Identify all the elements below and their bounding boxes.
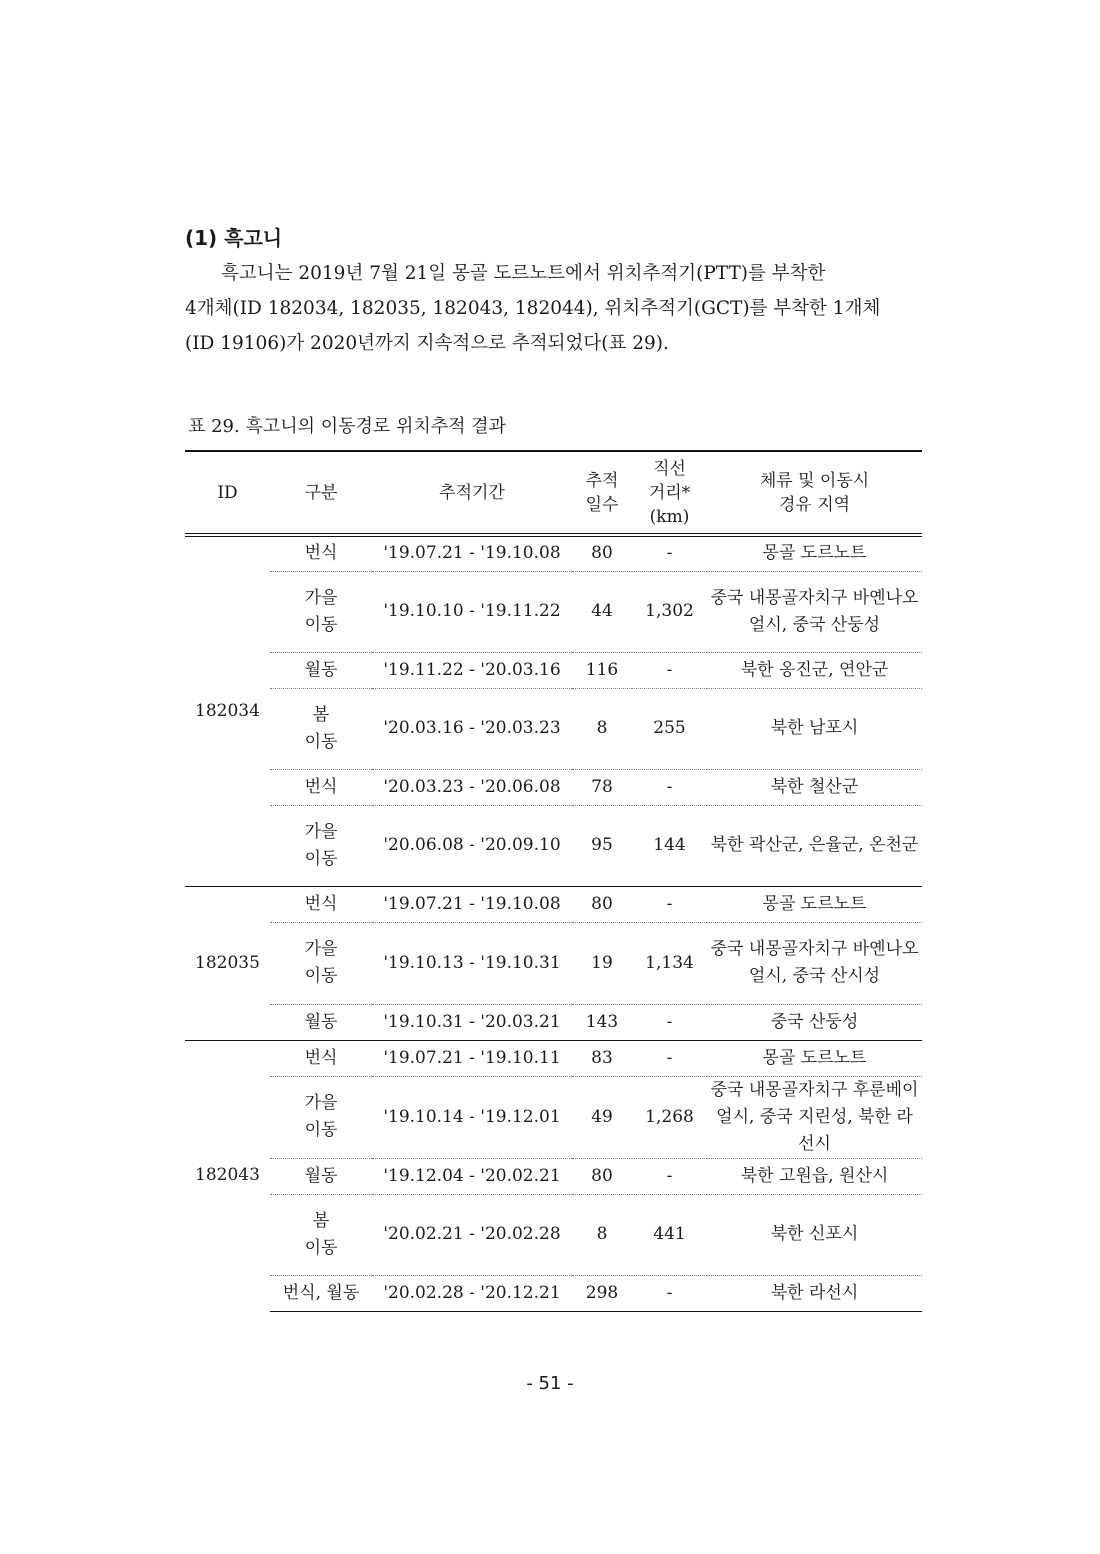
category-cell: [270, 571, 372, 652]
header-distance: [632, 451, 707, 535]
section-heading: (1) 흑고니: [185, 226, 283, 250]
distance-cell: -: [632, 769, 707, 805]
header-distance-line-3: (km): [649, 506, 690, 527]
category-cell: [270, 805, 372, 886]
days-cell: 95: [572, 805, 632, 886]
period-cell: '19.07.21 - '19.10.08: [372, 886, 572, 922]
header-id: ID: [185, 451, 270, 535]
category-cell: 월동: [270, 652, 372, 688]
distance-cell: 1,268: [632, 1076, 707, 1158]
days-cell: 80: [591, 543, 613, 564]
area-cell: 중국 산둥성: [707, 1004, 922, 1040]
header-days: [572, 451, 632, 535]
period-cell: '20.06.08 - '20.09.10: [372, 805, 572, 886]
id-cell: 182035: [185, 886, 270, 1040]
days-cell: 298: [572, 1275, 632, 1311]
intro-paragraph: [185, 256, 920, 361]
period-cell: '19.07.21 - '19.10.08: [383, 543, 561, 564]
days-cell: 80: [572, 886, 632, 922]
days-cell: 19: [572, 922, 632, 1004]
category-cell: [270, 1194, 372, 1275]
area-cell: 몽골 도르노트: [707, 1040, 922, 1076]
table-row: [185, 1275, 922, 1311]
table-row: [185, 1004, 922, 1040]
paragraph-line-3: (ID 19106)가 2020년까지 지속적으로 추적되었다(표 29).: [185, 333, 669, 354]
table-row: [185, 688, 922, 769]
category-line-1: 봄: [312, 704, 330, 725]
category-cell: 월동: [270, 1004, 372, 1040]
area-cell: 중국 내몽골자치구 바옌나오얼시, 중국 산둥성: [707, 571, 922, 652]
area-cell: 북한 곽산군, 은율군, 온천군: [707, 805, 922, 886]
distance-cell: -: [632, 1158, 707, 1194]
header-distance-line-2: 거리*: [648, 482, 691, 503]
period-cell: '19.12.04 - '20.02.21: [372, 1158, 572, 1194]
table-row: [185, 571, 922, 652]
category-cell: [270, 688, 372, 769]
category-line-1: 가을: [304, 587, 338, 608]
period-cell: '19.10.10 - '19.11.22: [372, 571, 572, 652]
category-line-1: 봄: [312, 1210, 330, 1231]
table-row: [185, 1194, 922, 1275]
area-cell: 북한 고원읍, 원산시: [707, 1158, 922, 1194]
days-cell: 8: [572, 688, 632, 769]
category-line-2: 이동: [304, 614, 338, 635]
paragraph-line-1: 흑고니는 2019년 7월 21일 몽골 도르노트에서 위치추적기(PTT)를 부착한: [221, 263, 826, 284]
days-cell: 78: [572, 769, 632, 805]
header-period: 추적기간: [372, 451, 572, 535]
distance-cell: -: [666, 543, 673, 564]
days-cell: 83: [572, 1040, 632, 1076]
header-area-line-1: 체류 및 이동시: [759, 470, 870, 491]
area-cell: 몽골 도르노트: [762, 543, 867, 564]
days-cell: 80: [572, 1158, 632, 1194]
period-cell: '19.07.21 - '19.10.11: [372, 1040, 572, 1076]
area-cell: 북한 라선시: [707, 1275, 922, 1311]
table-row: [185, 535, 922, 571]
category-line-2: 이동: [304, 848, 338, 869]
distance-cell: -: [632, 1040, 707, 1076]
distance-cell: 144: [632, 805, 707, 886]
category-line-2: 이동: [304, 966, 338, 986]
area-cell: 북한 신포시: [707, 1194, 922, 1275]
id-cell: 182034: [195, 700, 260, 721]
period-cell: '20.03.16 - '20.03.23: [372, 688, 572, 769]
distance-cell: -: [632, 1004, 707, 1040]
header-days-line-1: 추적: [585, 470, 619, 491]
distance-cell: 255: [632, 688, 707, 769]
days-cell: 49: [572, 1076, 632, 1158]
category-cell: 번식: [270, 1040, 372, 1076]
area-cell: 중국 내몽골자치구 바옌나오얼시, 중국 산시성: [707, 922, 922, 1004]
distance-cell: -: [632, 652, 707, 688]
table-row: [185, 1158, 922, 1194]
distance-cell: 1,134: [632, 922, 707, 1004]
period-cell: '20.03.23 - '20.06.08: [372, 769, 572, 805]
id-cell: 182043: [185, 1040, 270, 1311]
area-cell: 중국 내몽골자치구 후룬베이얼시, 중국 지린성, 북한 라선시: [707, 1076, 922, 1158]
days-cell: 116: [572, 652, 632, 688]
category-cell: 번식: [270, 769, 372, 805]
table-row: [185, 886, 922, 922]
table-row: [185, 769, 922, 805]
distance-cell: 441: [632, 1194, 707, 1275]
category-cell: 번식, 월동: [270, 1275, 372, 1311]
category-line-1: 가을: [304, 1093, 338, 1113]
table-row: [185, 805, 922, 886]
area-cell: 북한 옹진군, 연안군: [707, 652, 922, 688]
table-row: [185, 1040, 922, 1076]
category-cell: [270, 922, 372, 1004]
category-cell: 번식: [270, 886, 372, 922]
header-distance-line-1: 직선: [653, 458, 686, 479]
area-cell: 북한 남포시: [707, 688, 922, 769]
header-area-line-2: 경유 지역: [778, 494, 851, 515]
table-row: [185, 1076, 922, 1158]
table-header-row: [185, 451, 922, 535]
page-number: - 51 -: [526, 1373, 574, 1394]
category-line-2: 이동: [304, 1237, 338, 1258]
category-cell: 번식: [304, 543, 338, 564]
distance-cell: -: [632, 886, 707, 922]
tracking-results-table: [185, 450, 922, 1312]
area-cell: 북한 철산군: [707, 769, 922, 805]
category-cell: 월동: [270, 1158, 372, 1194]
table-caption: 표 29. 흑고니의 이동경로 위치추적 결과: [188, 416, 507, 437]
area-cell: 몽골 도르노트: [707, 886, 922, 922]
period-cell: '19.11.22 - '20.03.16: [372, 652, 572, 688]
category-line-2: 이동: [304, 731, 338, 752]
days-cell: 8: [572, 1194, 632, 1275]
category-line-1: 가을: [304, 939, 338, 959]
header-days-line-2: 일수: [585, 494, 619, 515]
category-cell: [270, 1076, 372, 1158]
header-category: 구분: [270, 451, 372, 535]
table-row: [185, 922, 922, 1004]
distance-cell: -: [632, 1275, 707, 1311]
header-area: [707, 451, 922, 535]
period-cell: '19.10.14 - '19.12.01: [372, 1076, 572, 1158]
category-line-2: 이동: [304, 1120, 338, 1140]
days-cell: 143: [572, 1004, 632, 1040]
period-cell: '20.02.21 - '20.02.28: [372, 1194, 572, 1275]
category-line-1: 가을: [304, 821, 338, 842]
days-cell: 44: [572, 571, 632, 652]
table-row: [185, 652, 922, 688]
distance-cell: 1,302: [632, 571, 707, 652]
period-cell: '19.10.31 - '20.03.21: [372, 1004, 572, 1040]
paragraph-line-2: 4개체(ID 182034, 182035, 182043, 182044), 위치추적기(GCT)를 부착한 1개체: [185, 298, 881, 319]
period-cell: '19.10.13 - '19.10.31: [372, 922, 572, 1004]
period-cell: '20.02.28 - '20.12.21: [372, 1275, 572, 1311]
